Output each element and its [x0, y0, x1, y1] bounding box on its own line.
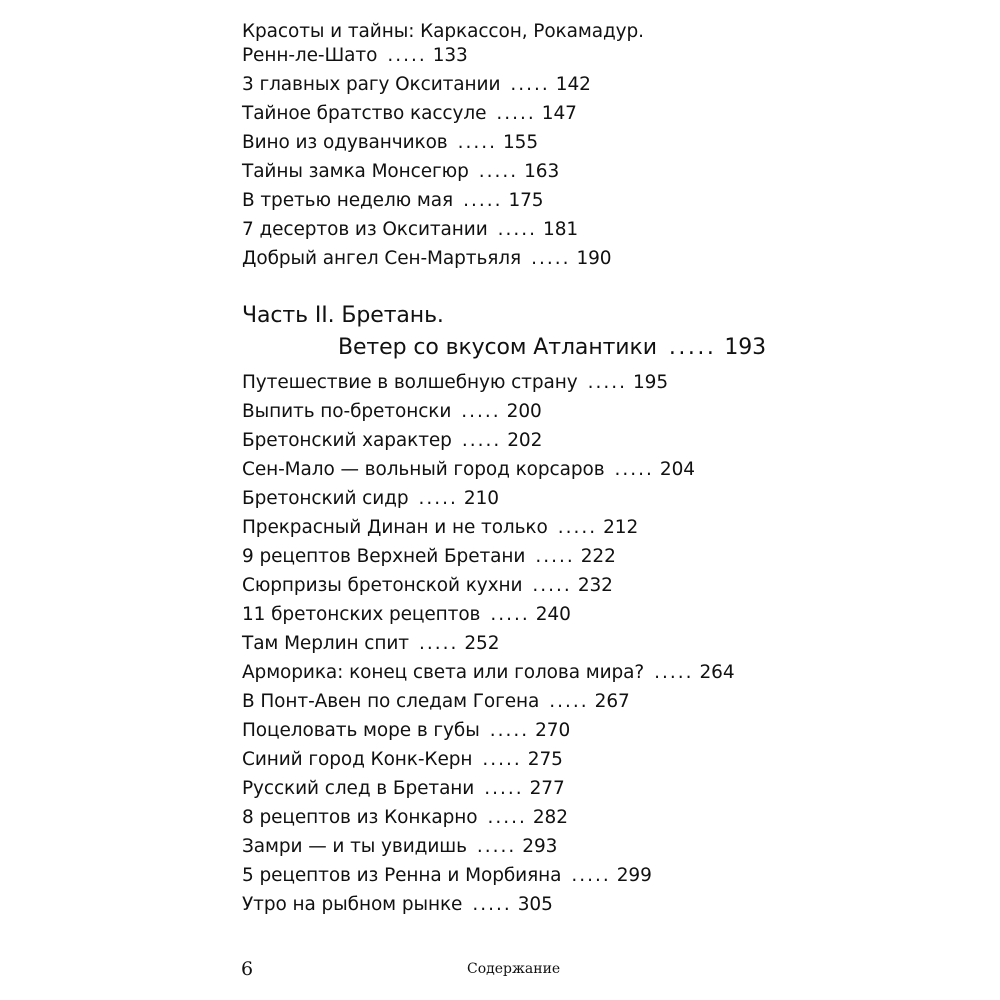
toc-entry-page: 200 [506, 401, 542, 422]
toc-entry-title: Бретонский сидр [242, 488, 409, 509]
toc-entry-leader: ..... [532, 575, 572, 596]
part-subtitle-page: 193 [724, 335, 767, 360]
toc-entry[interactable] [242, 219, 578, 241]
toc-entry-leader: ..... [654, 662, 694, 683]
toc-entry-title: 7 десертов из Окситании [242, 219, 488, 240]
toc-entry-title: Поцеловать море в губы [242, 720, 480, 741]
toc-entry-title: Бретонский характер [242, 430, 452, 451]
toc-entry-leader: ..... [461, 430, 502, 451]
toc-entry-page: 277 [529, 778, 565, 799]
toc-entry-leader: ..... [587, 372, 627, 393]
toc-entry-page: 163 [524, 161, 560, 182]
toc-entry-page: 175 [508, 190, 544, 211]
toc-entry[interactable] [242, 633, 499, 655]
toc-entry-page: 204 [659, 459, 695, 480]
toc-entry-title: 5 рецептов из Ренна и Морбияна [242, 865, 562, 886]
toc-entry-leader: ..... [476, 836, 517, 857]
toc-entry[interactable] [242, 894, 553, 916]
toc-entry-leader: ..... [478, 161, 519, 182]
toc-entry[interactable] [242, 807, 568, 829]
toc-entry[interactable] [242, 132, 538, 154]
toc-entry[interactable] [242, 248, 611, 270]
toc-entry-leader: ..... [497, 219, 538, 240]
toc-entry-page: 264 [699, 662, 735, 683]
toc-entry-leader: ..... [557, 517, 598, 538]
toc-entry-page: 155 [503, 132, 539, 153]
toc-entry-leader: ..... [484, 778, 524, 799]
toc-entry-title: Синий город Конк-Керн [242, 749, 473, 770]
toc-entry-leader: ..... [614, 459, 654, 480]
toc-entry-page: 222 [580, 546, 616, 567]
toc-entry-page: 210 [463, 488, 499, 509]
toc-entry[interactable] [242, 459, 695, 481]
toc-entry-page: 275 [527, 749, 563, 770]
part-subtitle-leader: ..... [668, 335, 717, 360]
toc-entry[interactable] [242, 517, 638, 539]
toc-entry-leader: ..... [457, 132, 497, 153]
toc-entry-title: Сен-Мало — вольный город корсаров [242, 459, 605, 480]
toc-entry-page: 133 [432, 45, 468, 66]
toc-entry-leader: ..... [461, 401, 501, 422]
toc-entry[interactable] [242, 575, 613, 597]
toc-entry[interactable] [242, 720, 570, 742]
toc-entry-title: Добрый ангел Сен-Мартьяля [242, 248, 522, 269]
toc-entry-leader: ..... [490, 604, 530, 625]
toc-entry-page: 181 [543, 219, 579, 240]
toc-entry-leader: ..... [463, 190, 503, 211]
toc-entry-leader: ..... [489, 720, 530, 741]
toc-entry[interactable] [242, 488, 499, 510]
toc-entry-page: 212 [603, 517, 639, 538]
toc-entry-page: 240 [535, 604, 571, 625]
toc-entry-page: 142 [555, 74, 591, 95]
part-heading[interactable]: Часть II. Бретань. [242, 303, 444, 328]
toc-entry-leader: ..... [482, 749, 522, 770]
toc-entry[interactable] [242, 778, 565, 800]
toc-entry-title: Красоты и тайны: Каркассон, Рокамадур. [242, 21, 644, 42]
toc-entry-title: 11 бретонских рецептов [242, 604, 481, 625]
toc-entry[interactable] [242, 372, 668, 394]
toc-entry[interactable] [242, 74, 591, 96]
toc-entry-title: Тайное братство кассуле [242, 103, 487, 124]
toc-entry-title: Выпить по-бретонски [242, 401, 452, 422]
toc-entry-leader: ..... [487, 807, 527, 828]
toc-entry-title: Вино из одуванчиков [242, 132, 448, 153]
toc-entry-title: 9 рецептов Верхней Бретани [242, 546, 526, 567]
part-subtitle: Ветер со вкусом Атлантики [338, 335, 657, 360]
toc-entry[interactable] [242, 190, 543, 212]
toc-entry-page: 270 [535, 720, 571, 741]
toc-entry-page: 147 [541, 103, 577, 124]
toc-entry-title: Русский след в Бретани [242, 778, 475, 799]
toc-entry-page: 252 [464, 633, 500, 654]
toc-entry-page: 299 [616, 865, 652, 886]
running-title: Содержание [467, 961, 561, 977]
toc-entry-page: 202 [507, 430, 543, 451]
toc-entry-page: 190 [576, 248, 612, 269]
toc-entry-leader: ..... [387, 45, 427, 66]
toc-entry[interactable] [242, 103, 577, 125]
toc-entry-title: Ренн-ле-Шато [242, 45, 378, 66]
toc-entry-leader: ..... [549, 691, 589, 712]
toc-entry[interactable] [242, 401, 542, 423]
toc-entry-title: Арморика: конец света или голова мира? [242, 662, 645, 683]
toc-entry-leader: ..... [571, 865, 611, 886]
toc-entry-title: В Понт-Авен по следам Гогена [242, 691, 540, 712]
toc-entry-title: Тайны замка Монсегюр [242, 161, 469, 182]
toc-entry-page: 195 [633, 372, 669, 393]
toc-entry-leader: ..... [472, 894, 512, 915]
page-number: 6 [241, 958, 254, 980]
toc-entry-title: Прекрасный Динан и не только [242, 517, 548, 538]
toc-entry[interactable] [242, 662, 735, 684]
toc-entry-leader: ..... [496, 103, 536, 124]
toc-entry-page: 282 [532, 807, 568, 828]
toc-entry[interactable] [242, 691, 630, 713]
toc-entry[interactable] [242, 604, 571, 626]
toc-entry[interactable] [242, 430, 542, 452]
toc-entry-page: 293 [522, 836, 558, 857]
toc-entry-title: В третью неделю мая [242, 190, 454, 211]
toc-entry[interactable] [242, 865, 652, 887]
part-subtitle-entry[interactable] [338, 335, 766, 361]
toc-entry[interactable] [242, 161, 559, 183]
toc-entry[interactable] [242, 45, 468, 67]
toc-entry-title: Замри — и ты увидишь [242, 836, 467, 857]
toc-entry-leader: ..... [510, 74, 550, 95]
toc-entry-page: 305 [517, 894, 553, 915]
toc-entry-title: 3 главных рагу Окситании [242, 74, 501, 95]
toc-entry[interactable] [242, 21, 644, 43]
toc-entry-leader: ..... [418, 633, 459, 654]
toc-entry-title: Утро на рыбном рынке [242, 894, 463, 915]
toc-entry-title: Путешествие в волшебную страну [242, 372, 578, 393]
toc-entry-leader: ..... [531, 248, 571, 269]
toc-entry-page: 232 [577, 575, 613, 596]
toc-entry-leader: ..... [418, 488, 458, 509]
toc-entry-page: 267 [594, 691, 630, 712]
toc-entry[interactable] [242, 749, 563, 771]
toc-entry-title: Там Мерлин спит [242, 633, 409, 654]
toc-entry[interactable] [242, 546, 616, 568]
toc-entry[interactable] [242, 836, 557, 858]
toc-entry-title: Сюрпризы бретонской кухни [242, 575, 523, 596]
toc-entry-leader: ..... [535, 546, 575, 567]
toc-entry-title: 8 рецептов из Конкарно [242, 807, 478, 828]
